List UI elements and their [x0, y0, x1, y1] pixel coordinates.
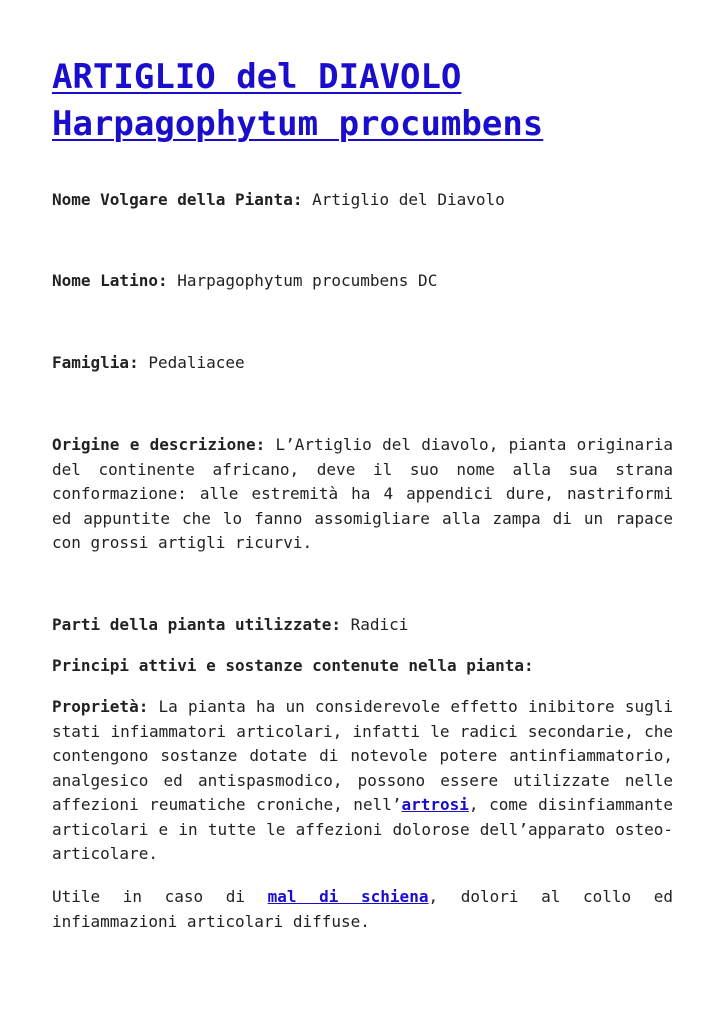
title-link[interactable]: [52, 57, 543, 144]
origine-paragraph: [52, 433, 673, 556]
famiglia-label: Famiglia:: [52, 353, 139, 372]
page-title: [52, 54, 673, 148]
famiglia-value: Pedaliacee: [148, 353, 245, 372]
parti-paragraph: [52, 613, 673, 638]
utile-paragraph: [52, 885, 673, 934]
nome-latino-paragraph: [52, 269, 673, 294]
famiglia-paragraph: [52, 351, 673, 376]
nome-latino-label: Nome Latino:: [52, 271, 168, 290]
origine-label: Origine e descrizione:: [52, 435, 266, 454]
mal-di-schiena-link[interactable]: mal di schiena: [267, 887, 429, 906]
principi-paragraph: [52, 654, 673, 679]
parti-label: Parti della pianta utilizzate:: [52, 615, 341, 634]
article: [52, 54, 674, 931]
nome-volgare-label: Nome Volgare della Pianta:: [52, 190, 303, 209]
title-line-1: ARTIGLIO del DIAVOLO: [52, 57, 462, 97]
nome-volgare-value: Artiglio del Diavolo: [312, 190, 505, 209]
principi-label: Principi attivi e sostanze contenute nella pianta:: [52, 656, 534, 675]
proprieta-paragraph: [52, 695, 673, 867]
proprieta-label: Proprietà:: [52, 697, 149, 716]
origine-value: L’Artiglio del diavolo, pianta originaria del continente africano, deve il suo nome alla sua strana conformazione: alle estremità ha 4 appendici dure, nastriformi ed appuntite che lo fanno assomigliare alla zampa di un rapace con grossi artigli ricurvi.: [52, 435, 673, 552]
utile-text-before: Utile in caso di: [52, 887, 268, 906]
proprieta-text-before: La pianta ha un considerevole effetto inibitore sugli stati infiammatori articolari, infatti le radici secondarie, che contengono sostanze dotate di notevole potere antinfiammatorio, analgesico ed antispasmodico, possono essere utilizzate nelle affezioni reumatiche croniche, nell’: [52, 697, 673, 814]
nome-latino-value: Harpagophytum procumbens DC: [177, 271, 438, 290]
nome-volgare-paragraph: [52, 188, 673, 213]
proprieta-text-after: , come disinfiammante articolari e in tutte le affezioni dolorose dell’apparato osteo-articolare.: [52, 795, 674, 863]
parti-value: Radici: [350, 615, 409, 634]
artrosi-link[interactable]: artrosi: [401, 795, 469, 814]
utile-text-after: , dolori al collo ed infiammazioni articolari diffuse.: [52, 887, 674, 931]
title-line-2: Harpagophytum procumbens: [52, 104, 544, 144]
